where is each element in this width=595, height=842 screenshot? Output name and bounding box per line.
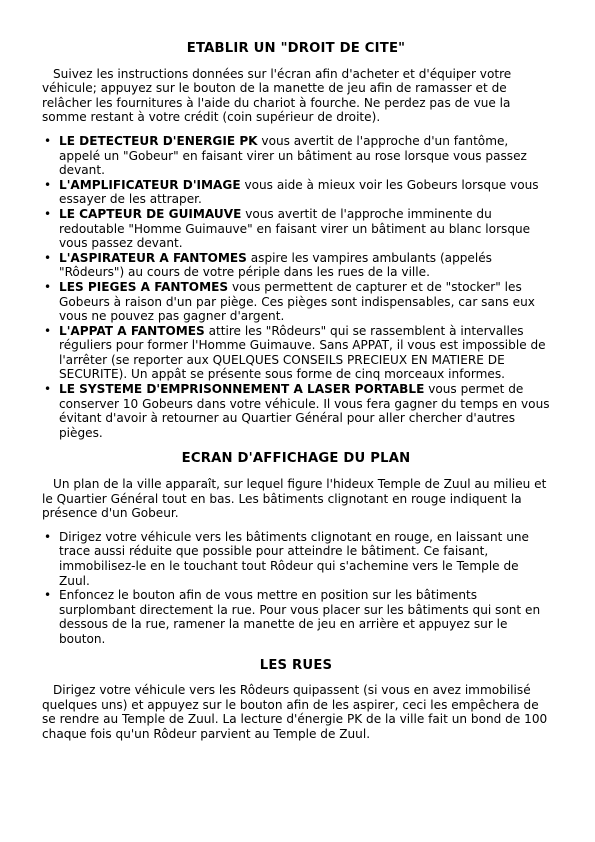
section-droit-de-cite <box>42 42 550 440</box>
section-les-rues <box>42 659 550 742</box>
list-item <box>59 382 550 440</box>
item-text: vous avertit de l'approche imminente du redoutable "Homme Guimauve" en faisant virer un bâtiment au blanc lorsque vous passez devant. <box>59 206 531 251</box>
item-term: LES PIEGES A FANTOMES <box>59 279 229 294</box>
list-item <box>59 178 550 207</box>
item-term: LE CAPTEUR DE GUIMAUVE <box>59 206 242 221</box>
section-intro: Dirigez votre véhicule vers les Rôdeurs quipassent (si vous en avez immobilisé quelques uns) et appuyez sur le bouton afin de les aspirer, ceci les empêchera de se rendre au Temple de Zuul. La lecture d'énergie PK de la ville fait un bond de 100 chaque fois qu'un Rôdeur parvient au Temple de Zuul. <box>42 683 548 741</box>
item-term: L'AMPLIFICATEUR D'IMAGE <box>59 177 241 192</box>
item-text: aspire les vampires ambulants (appelés "Rôdeurs") au cours de votre périple dans les rues de la ville. <box>59 250 492 280</box>
list-item: • Enfoncez le bouton afin de vous mettre en position sur les bâtiments surplombant directement la rue. Pour vous placer sur les bâtiments qui sont en dessous de la rue, ramener la manette de jeu en arrière et appuyez sur le bouton. <box>59 588 550 646</box>
item-text: vous aide à mieux voir les Gobeurs lorsque vous essayer de les attraper. <box>59 177 539 207</box>
item-term: LE SYSTEME D'EMPRISONNEMENT A LASER PORTABLE <box>59 382 425 397</box>
list-item <box>59 207 550 251</box>
list-item: • Dirigez votre véhicule vers les bâtiments clignotant en rouge, en laissant une trace aussi réduite que possible pour atteindre le bâtiment. Ce faisant, immobilisez-le en le touchant tout Rôdeur qui s'achemine vers le Temple de Zuul. <box>59 530 550 588</box>
list-item <box>59 280 550 324</box>
item-term: L'ASPIRATEUR A FANTOMES <box>59 250 247 265</box>
section-title: LES RUES <box>259 657 333 673</box>
section-ecran-affichage <box>42 452 550 646</box>
section-intro: Suivez les instructions données sur l'écran afin d'acheter et d'équiper votre véhicule; appuyez sur le bouton de la manette de jeu afin de ramasser et de relâcher les fournitures à l'aide du chariot à fourche. Ne perdez pas de vue la somme restant à votre crédit (coin supérieur de droite). <box>42 66 512 125</box>
list-item <box>59 324 550 382</box>
section-title: ECRAN D'AFFICHAGE DU PLAN <box>181 451 411 467</box>
item-text: vous permet de conserver 10 Gobeurs dans votre véhicule. Il vous fera gagner du temps en vous évitant d'avoir à retourner au Quartier Général pour aller chercher d'autres pièges. <box>59 382 550 440</box>
item-text: vous permettent de capturer et de "stocker" les Gobeurs à raison d'un par piège. Ces pièges sont indispensables, car sans eux vous ne pouvez pas gagner d'argent. <box>59 279 535 324</box>
item-text: attire les "Rôdeurs" qui se rassemblent à intervalles réguliers pour former l'Homme Guimauve. Sans APPAT, il vous est impossible de l'arrêter (se reporter aux QUELQUES CONSEILS PRECIEUX EN MATIERE DE SECURITE). Un appât se présente sous forme de cinq morceaux informes. <box>59 323 546 382</box>
equipment-list <box>42 134 550 440</box>
item-text: vous avertit de l'approche d'un fantôme, appelé un "Gobeur" en faisant virer un bâtiment au rose lorsque vous passez devant. <box>59 133 527 178</box>
item-term: L'APPAT A FANTOMES <box>59 323 205 338</box>
list-item <box>59 251 550 280</box>
section-title: ETABLIR UN "DROIT DE CITE" <box>186 41 406 56</box>
list-item <box>59 134 550 178</box>
item-term: LE DETECTEUR D'ENERGIE PK <box>59 133 258 148</box>
instruction-list <box>42 530 550 647</box>
section-intro: Un plan de la ville apparaît, sur lequel figure l'hideux Temple de Zuul au milieu et le Quartier Général tout en bas. Les bâtiments clignotant en rouge indiquent la présence d'un Gobeur. <box>42 477 547 521</box>
